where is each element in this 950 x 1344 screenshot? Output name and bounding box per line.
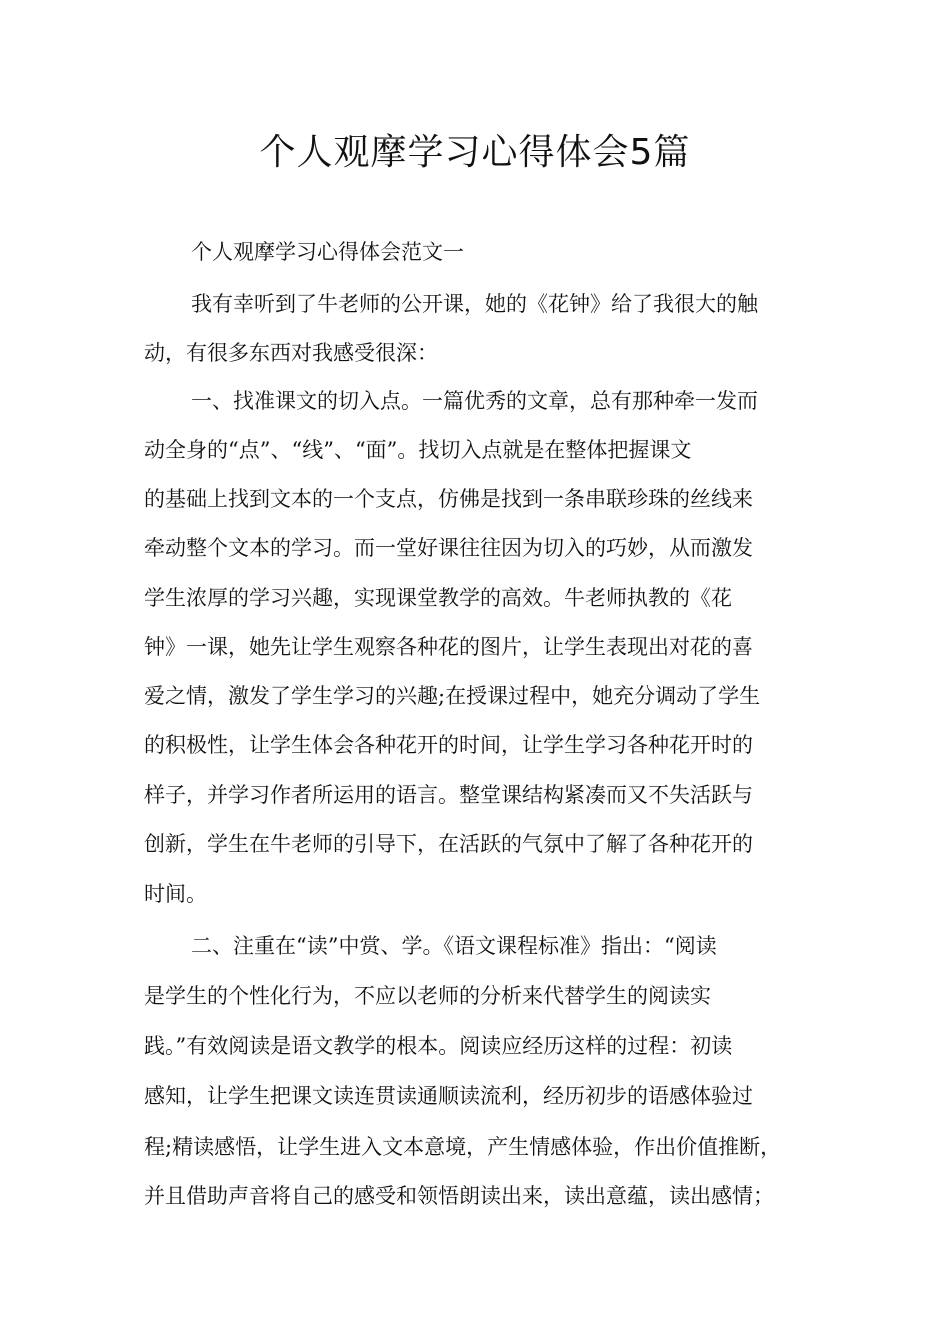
document-title: 个人观摩学习心得体会5篇	[259, 132, 691, 173]
paragraph-line: 并且借助声音将自己的感受和领悟朗读出来，读出意蕴，读出感情；	[144, 1184, 774, 1208]
paragraph-line: 牵动整个文本的学习。而一堂好课往往因为切入的巧妙，从而激发	[144, 536, 753, 560]
paragraph-line: 爱之情，激发了学生学习的兴趣;在授课过程中，她充分调动了学生	[144, 684, 761, 708]
paragraph-line: 动，有很多东西对我感受很深：	[144, 341, 438, 365]
paragraph-line: 样子，并学习作者所运用的语言。整堂课结构紧凑而又不失活跃与	[144, 783, 753, 807]
paragraph-line: 践。”有效阅读是语文教学的根本。阅读应经历这样的过程：初读	[144, 1034, 733, 1058]
paragraph-line: 感知，让学生把课文读连贯读通顺读流利，经历初步的语感体验过	[144, 1084, 753, 1108]
paragraph-line: 的基础上找到文本的一个支点，仿佛是找到一条串联珍珠的丝线来	[144, 487, 753, 511]
paragraph-line: 创新，学生在牛老师的引导下，在活跃的气氛中了解了各种花开的	[144, 832, 753, 856]
paragraph-line: 动全身的“点”、“线”、“面”。找切入点就是在整体把握课文	[144, 438, 692, 462]
paragraph-line: 是学生的个性化行为，不应以老师的分析来代替学生的阅读实	[144, 984, 711, 1008]
paragraph-line: 的积极性，让学生体会各种花开的时间，让学生学习各种花开时的	[144, 733, 753, 757]
paragraph-line: 钟》一课，她先让学生观察各种花的图片，让学生表现出对花的喜	[144, 635, 753, 659]
paragraph-line: 学生浓厚的学习兴趣，实现课堂教学的高效。牛老师执教的《花	[144, 586, 732, 610]
paragraph-line: 一、找准课文的切入点。一篇优秀的文章，总有那种牵一发而	[191, 389, 758, 413]
section-heading: 个人观摩学习心得体会范文一	[191, 240, 464, 264]
paragraph-line: 程;精读感悟，让学生进入文本意境，产生情感体验，作出价值推断，	[144, 1135, 782, 1159]
paragraph-line: 时间。	[144, 882, 207, 906]
paragraph-line: 二、注重在“读”中赏、学。《语文课程标准》指出：“阅读	[191, 934, 717, 958]
paragraph-line: 我有幸听到了牛老师的公开课，她的《花钟》给了我很大的触	[191, 292, 758, 316]
